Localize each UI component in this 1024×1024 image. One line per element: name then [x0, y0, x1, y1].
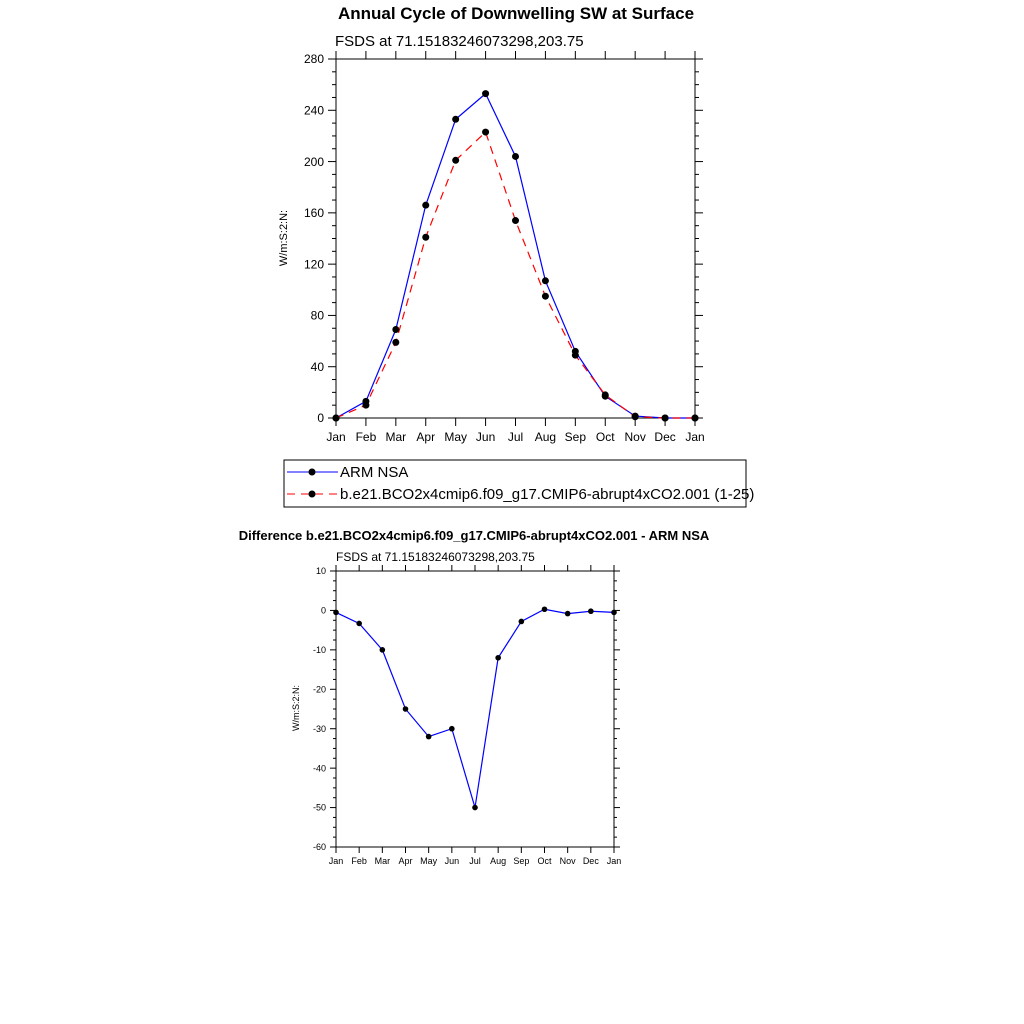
- data-point-s1: [392, 339, 399, 346]
- legend-label-arm-nsa: ARM NSA: [340, 464, 409, 481]
- data-point-s0: [482, 90, 489, 97]
- y-tick-label: 200: [303, 154, 324, 169]
- data-point-s1: [362, 402, 369, 409]
- data-point-s0: [542, 606, 548, 612]
- data-point-s0: [426, 734, 432, 740]
- x-tick-label: Sep: [513, 856, 530, 866]
- chart-subtitle: FSDS at 71.15183246073298,203.75: [335, 33, 584, 50]
- x-tick-label: Jan: [606, 856, 622, 866]
- data-point-s0: [588, 608, 594, 614]
- data-point-s1: [333, 415, 340, 422]
- legend-marker-model: [309, 491, 316, 498]
- x-tick-label: Apr: [416, 430, 436, 444]
- data-point-s0: [512, 153, 519, 160]
- x-tick-label: Mar: [374, 856, 391, 866]
- y-tick-label: 0: [317, 411, 324, 426]
- diff-chart-title: Difference b.e21.BCO2x4cmip6.f09_g17.CMIP6-abrupt4xCO2.001 - ARM NSA: [238, 528, 710, 543]
- x-tick-label: Apr: [398, 856, 413, 866]
- data-point-s1: [692, 415, 699, 422]
- data-point-s1: [482, 129, 489, 136]
- y-tick-label: 160: [303, 206, 324, 221]
- x-tick-label: Jan: [326, 430, 346, 444]
- data-point-s1: [632, 413, 639, 420]
- x-tick-label: Nov: [624, 430, 646, 444]
- diff-y-axis-label: W/m:S:2:N:: [291, 684, 301, 732]
- data-point-s0: [452, 116, 459, 123]
- x-tick-label: Aug: [490, 856, 507, 866]
- y-tick-label: -10: [312, 645, 326, 656]
- x-tick-label: Mar: [385, 430, 407, 444]
- x-tick-label: Jul: [469, 856, 481, 866]
- series-line-0: [336, 94, 695, 418]
- data-point-s0: [472, 805, 478, 811]
- chart-title: Annual Cycle of Downwelling SW at Surface: [337, 4, 695, 23]
- data-point-s0: [542, 277, 549, 284]
- x-tick-label: Jun: [475, 430, 496, 444]
- y-tick-label: -20: [312, 684, 326, 695]
- data-point-s0: [495, 655, 501, 661]
- x-tick-label: Jan: [685, 430, 705, 444]
- plot-area-bottom: [313, 565, 621, 866]
- data-point-s0: [449, 726, 455, 732]
- y-tick-label: 120: [303, 257, 324, 272]
- x-tick-label: May: [420, 856, 438, 866]
- y-tick-label: 10: [315, 566, 326, 577]
- data-point-s0: [392, 326, 399, 333]
- diff-chart-subtitle: FSDS at 71.15183246073298,203.75: [336, 550, 535, 564]
- data-point-s1: [452, 157, 459, 164]
- legend-marker-arm-nsa: [309, 469, 316, 476]
- data-point-s0: [611, 610, 617, 616]
- x-tick-label: Sep: [564, 430, 587, 444]
- x-tick-label: Dec: [654, 430, 676, 444]
- data-point-s1: [662, 415, 669, 422]
- x-tick-label: Oct: [595, 430, 615, 444]
- data-point-s0: [356, 621, 362, 627]
- y-tick-label: 40: [310, 359, 324, 374]
- data-point-s0: [422, 202, 429, 209]
- x-tick-label: Aug: [534, 430, 557, 444]
- plot-area-top: [304, 51, 705, 444]
- data-point-s0: [519, 619, 525, 625]
- y-tick-label: 80: [310, 308, 324, 323]
- x-tick-label: Jan: [328, 856, 344, 866]
- data-point-s0: [333, 610, 339, 616]
- x-tick-label: Oct: [537, 856, 552, 866]
- y-tick-label: -50: [312, 802, 326, 813]
- y-tick-label: 280: [303, 52, 324, 67]
- x-tick-label: Feb: [355, 430, 377, 444]
- y-tick-label: 240: [303, 103, 324, 118]
- y-tick-label: -60: [312, 842, 326, 853]
- x-tick-label: Nov: [559, 856, 576, 866]
- series-line-0: [336, 609, 614, 807]
- plot-frame: [336, 59, 695, 418]
- data-point-s0: [403, 706, 409, 712]
- x-tick-label: Dec: [582, 856, 599, 866]
- x-tick-label: Jun: [444, 856, 460, 866]
- series-line-1: [336, 132, 695, 418]
- y-tick-label: -40: [312, 763, 326, 774]
- y-tick-label: 0: [320, 605, 326, 616]
- y-tick-label: -30: [312, 723, 326, 734]
- data-point-s1: [602, 391, 609, 398]
- legend: [284, 460, 754, 507]
- x-tick-label: May: [444, 430, 468, 444]
- x-tick-label: Jul: [507, 430, 524, 444]
- data-point-s1: [512, 217, 519, 224]
- data-point-s1: [572, 352, 579, 359]
- data-point-s0: [380, 647, 386, 653]
- data-point-s1: [542, 293, 549, 300]
- y-axis-label: W/m:S:2:N:: [278, 209, 290, 267]
- data-point-s0: [565, 611, 571, 617]
- legend-label-model: b.e21.BCO2x4cmip6.f09_g17.CMIP6-abrupt4xCO2.001 (1-25): [340, 486, 755, 503]
- data-point-s1: [422, 234, 429, 241]
- x-tick-label: Feb: [351, 856, 367, 866]
